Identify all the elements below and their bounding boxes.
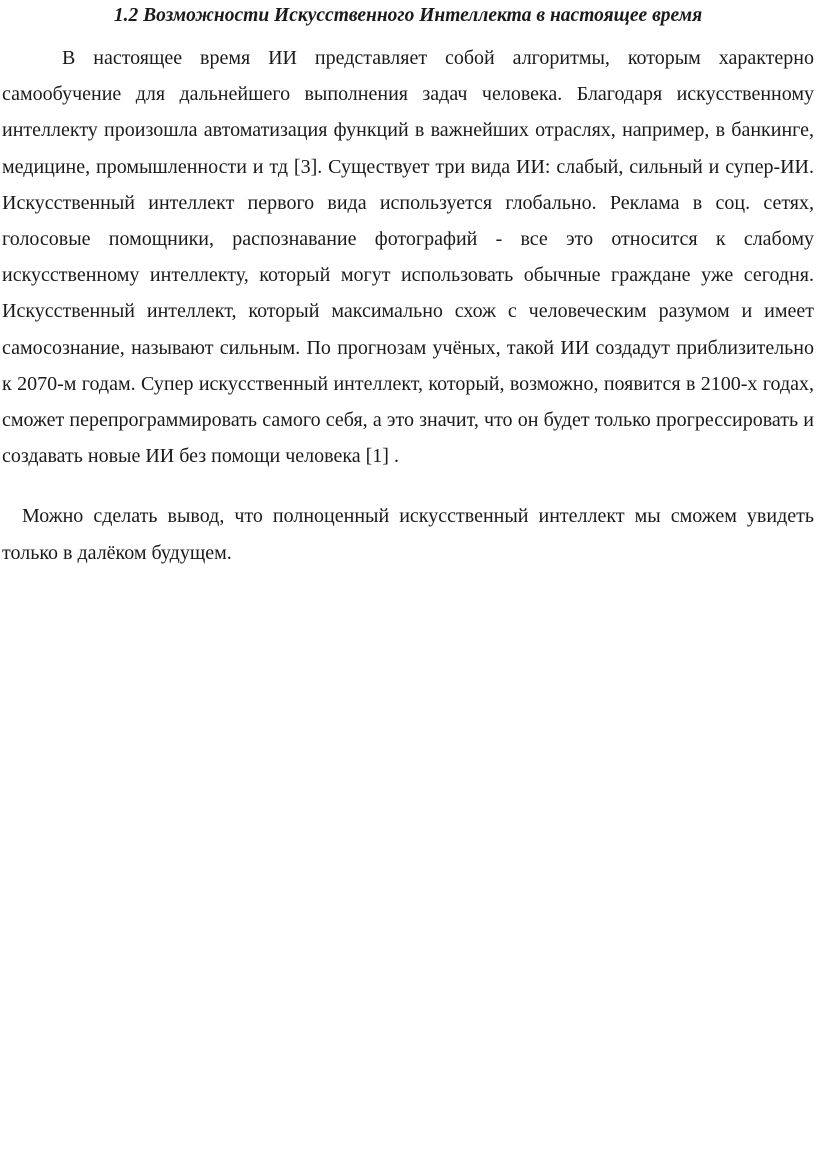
paragraph-main: В настоящее время ИИ представляет собой алгоритмы, которым характерно самообучение для дальнейшего выполнения задач человека. Благодаря искусственному интеллекту произошла автоматизация функций в важнейших отраслях, например, в банкинге, медицине, промышленности и тд [3]. Существует три вида ИИ: слабый, сильный и супер-ИИ. Искусственный интеллект первого вида используется глобально. Реклама в соц. сетях, голосовые помощники, распознавание фотографий - все это относится к слабому искусственному интеллекту, который могут использовать обычные граждане уже сегодня. Искусственный интеллект, который максимально схож с человеческим разумом и имеет самосознание, называют сильным. По прогнозам учёных, такой ИИ создадут приблизительно к 2070-м годам. Супер искусственный интеллект, который, возможно, появится в 2100-х годах, сможет перепрограммировать самого себя, а это значит, что он будет только прогрессировать и создавать новые ИИ без помощи человека [1] . — [2, 47, 814, 468]
document-body — [2, 40, 814, 571]
section-heading: 1.2 Возможности Искусственного Интеллекта в настоящее время — [113, 5, 703, 26]
paragraph-conclusion: Можно сделать вывод, что полноценный искусственный интеллект мы сможем увидеть только в далёком будущем. — [2, 505, 814, 564]
